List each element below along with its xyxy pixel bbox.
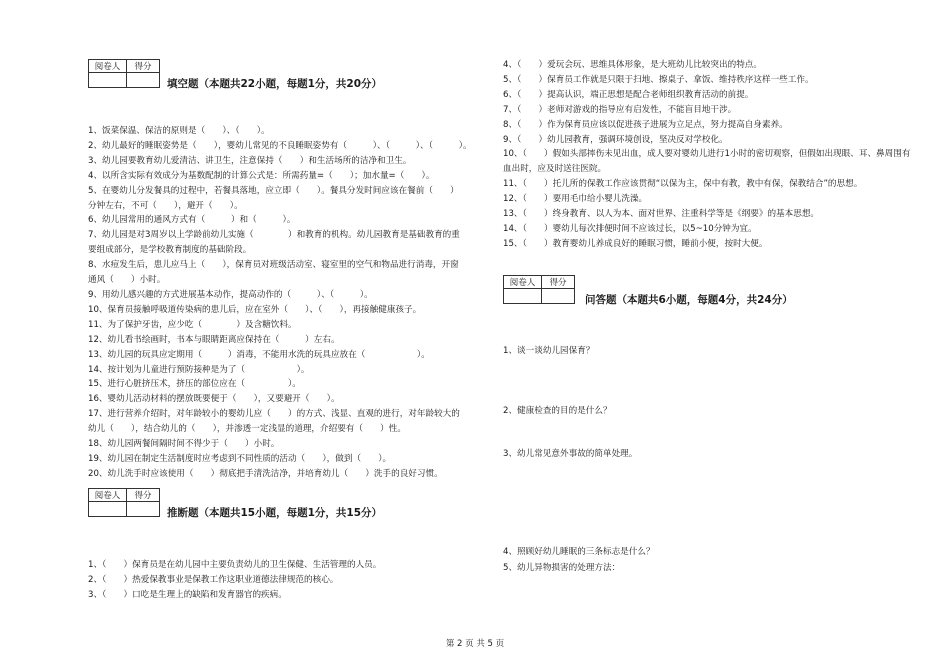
judge-question: 3、（ ）口吃是生理上的缺陷和发育器官的疾病。 xyxy=(88,589,287,600)
page-number: 第 2 页 共 5 页 xyxy=(445,639,505,649)
judge-question: 12、（ ）要用毛巾给小婴儿洗澡。 xyxy=(503,194,648,205)
fill-question: 7、幼儿园是对3周岁以上学龄前幼儿实施（ ）和教育的机构。幼儿园教育是基础教育的重要组成部分，是学校教育制度的基础阶段。 xyxy=(88,230,460,256)
fill-question: 4、以所含实际有效成分为基数配制的计算公式是：所需药量=（ ）；加水量=（ ）。 xyxy=(88,170,435,181)
judge-question: 14、（ ）婴幼儿每次排便时间不应该过长，以5~10分钟为宜。 xyxy=(503,223,757,234)
fill-section-title: 填空题（本题共22小题，每题1分，共20分） xyxy=(167,78,383,90)
score-cell[interactable] xyxy=(127,502,160,517)
judge-question-list-right xyxy=(503,58,913,252)
scorer-label: 阅卷人 xyxy=(504,276,542,289)
fill-question: 5、在婴幼儿分发餐具的过程中，若餐具落地，应立即（ ）。餐具分发时间应该在餐前（ ）分钟左右，不可（ ），避开（ ）。 xyxy=(88,185,459,211)
fill-question: 1、饭菜保温、保洁的原则是（ ）、（ ）。 xyxy=(88,126,270,136)
qa-question: 5、幼儿异物损害的处理方法： xyxy=(503,563,621,573)
score-cell[interactable] xyxy=(542,289,575,304)
judge-question: 8、（ ）作为保育员应该以促进孩子进展为立足点，努力提高自身素养。 xyxy=(503,119,788,130)
scorer-cell[interactable] xyxy=(89,502,127,517)
scorer-cell[interactable] xyxy=(504,289,542,304)
fill-question: 3、幼儿园要教育幼儿爱清洁、讲卫生，注意保持（ ）和生活场所的洁净和卫生。 xyxy=(88,155,412,166)
qa-question: 2、健康检查的目的是什么？ xyxy=(503,406,612,416)
fill-question: 18、幼儿园两餐间隔时间不得少于（ ）小时。 xyxy=(88,439,280,450)
qa-question: 1、谈一谈幼儿园保育？ xyxy=(503,346,595,356)
judge-question: 4、（ ）爱玩会玩、思维具体形象，是大班幼儿比较突出的特点。 xyxy=(503,60,762,70)
fill-question-list xyxy=(88,124,472,482)
judge-question-list-left xyxy=(88,558,488,603)
score-label: 得分 xyxy=(542,276,575,289)
scorer-label: 阅卷人 xyxy=(89,489,127,502)
fill-question: 12、幼儿看书绘画时，书本与眼睛距离应保持在（ ）左右。 xyxy=(88,334,340,345)
qa-question: 3、幼儿常见意外事故的简单处理。 xyxy=(503,449,638,459)
fill-score-table xyxy=(88,59,160,88)
judge-section-title: 推断题（本题共15小题，每题1分，共15分） xyxy=(167,507,383,519)
qa-score-table xyxy=(503,275,575,304)
judge-question: 1、（ ）保育员是在幼儿园中主要负责幼儿的卫生保健、生活管理的人员。 xyxy=(88,560,382,570)
fill-question: 11、为了保护牙齿，应少吃（ ）及含糖饮料。 xyxy=(88,319,297,330)
judge-score-table xyxy=(88,488,160,517)
judge-question: 6、（ ）提高认识，端正思想是配合老师组织教育活动的前提。 xyxy=(503,89,754,100)
fill-question: 10、保育员接触呼吸道传染病的患儿后，应在室外（ ）、（ ），再接触健康孩子。 xyxy=(88,304,422,315)
judge-question: 5、（ ）保育员工作就是只限于扫地、擦桌子、拿饭、维持秩序这样一些工作。 xyxy=(503,74,814,85)
score-label: 得分 xyxy=(127,60,160,73)
qa-section-title: 问答题（本题共6小题，每题4分，共24分） xyxy=(585,294,793,306)
fill-question: 9、用幼儿感兴趣的方式进展基本动作，提高动作的（ ）、（ ）。 xyxy=(88,289,373,300)
fill-question: 8、水痘发生后，患儿应马上（ ），保育员对班级活动室、寝室里的空气和物品进行消毒，开窗通风（ ）小时。 xyxy=(88,260,459,286)
judge-question: 7、（ ）老师对游戏的指导应有启发性，不能盲目地干涉。 xyxy=(503,104,737,115)
scorer-label: 阅卷人 xyxy=(89,60,127,73)
fill-question: 16、婴幼儿活动材料的摆放既要便于（ ），又要避开（ ）。 xyxy=(88,394,340,405)
judge-question: 2、（ ）热爱保教事业是保教工作这职业道德法律规范的核心。 xyxy=(88,574,339,585)
fill-question: 19、幼儿园在制定生活制度时应考虑到不同性质的活动（ ），做到（ ）。 xyxy=(88,453,392,464)
fill-question: 14、按计划为儿童进行预防接种是为了（ ）。 xyxy=(88,364,310,375)
score-label: 得分 xyxy=(127,489,160,502)
fill-question: 17、进行营养介绍时，对年龄较小的婴幼儿应（ ）的方式、浅显、直观的进行，对年龄较大的幼儿（ ），结合幼儿的（ ），并渗透一定浅显的道理，介绍要有（ ）性。 xyxy=(88,409,460,435)
score-cell[interactable] xyxy=(127,73,160,88)
fill-question: 13、幼儿园的玩具应定期用（ ）消毒，不能用水洗的玩具应放在（ ）。 xyxy=(88,349,430,360)
judge-question: 15、（ ）教育婴幼儿养成良好的睡眠习惯，睡前小便，按时大便。 xyxy=(503,238,768,249)
qa-question: 4、照顾好幼儿睡眠的三条标志是什么？ xyxy=(503,547,655,557)
judge-question: 11、（ ）托儿所的保教工作应该贯彻“以保为主，保中有教，教中有保，保教结合”的思想。 xyxy=(503,179,863,190)
scorer-cell[interactable] xyxy=(89,73,127,88)
fill-question: 2、幼儿最好的睡眠姿势是（ ），婴幼儿常见的不良睡眠姿势有（ ）、（ ）、（ ）。 xyxy=(88,140,472,151)
judge-question: 9、（ ）幼儿园教育，强调环境创设，坚决反对学校化。 xyxy=(503,134,728,145)
judge-question: 13、（ ）终身教育、以人为本、面对世界、注重科学等是《纲要》的基本思想。 xyxy=(503,209,820,220)
fill-question: 20、幼儿洗手时应该使用（ ）彻底把手清洗洁净，并培育幼儿（ ）洗手的良好习惯。 xyxy=(88,468,443,479)
fill-question: 6、幼儿园常用的通风方式有（ ）和（ ）。 xyxy=(88,215,296,226)
fill-question: 15、进行心脏挤压术，挤压的部位应在（ ）。 xyxy=(88,379,301,390)
judge-question: 10、（ ）假如头部摔伤未见出血，成人要对婴幼儿进行1小时的密切观察，但假如出现眼、耳、鼻周围有血出时，应及时送往医院。 xyxy=(503,149,911,175)
